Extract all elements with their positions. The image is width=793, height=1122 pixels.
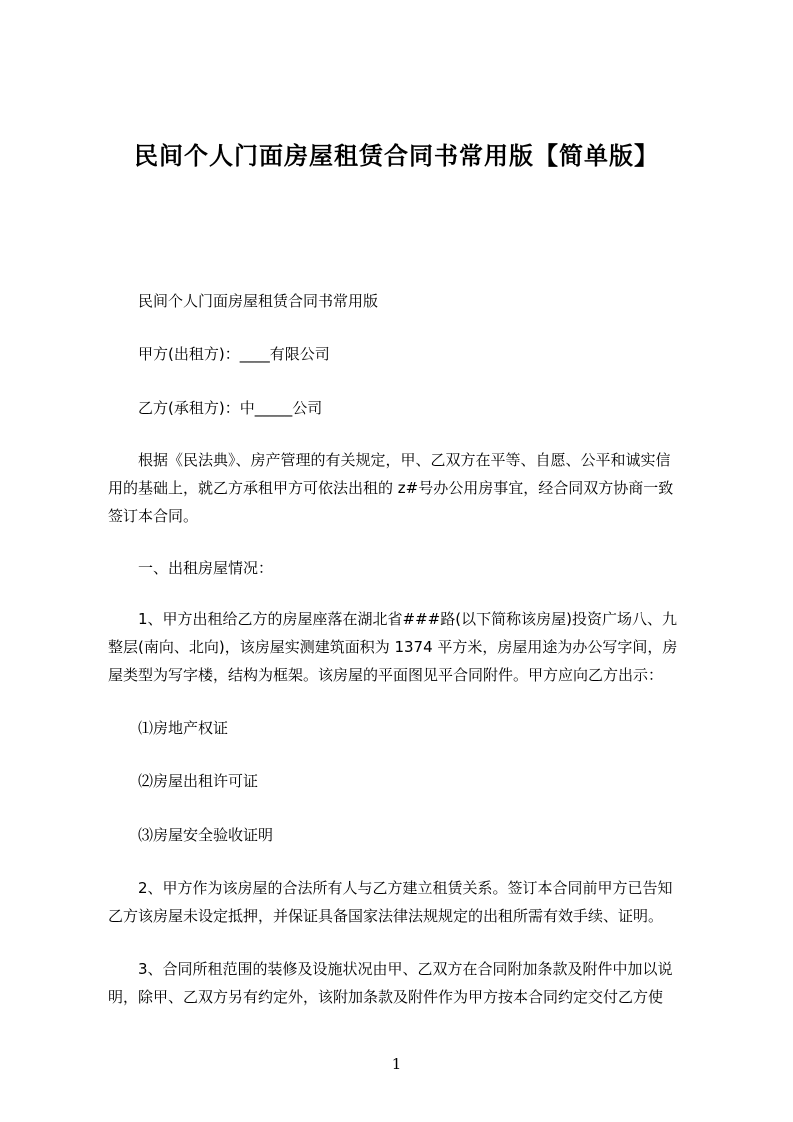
party-a-line: 甲方(出租方)：____有限公司: [138, 345, 330, 363]
party-b-line: 乙方(承租方)：中_____公司: [138, 399, 323, 417]
document-title: 民间个人门面房屋租赁合同书常用版【简单版】: [134, 142, 659, 170]
clause-line: 1、甲方出租给乙方的房屋座落在湖北省###路(以下简称该房屋)投资广场八、九: [138, 610, 677, 628]
document-heading: 民间个人门面房屋租赁合同书常用版: [138, 292, 379, 310]
list-item-rental-permit: ⑵房屋出租许可证: [138, 772, 259, 790]
clause-2-paragraph: [108, 874, 708, 930]
list-item-property-certificate: ⑴房地产权证: [138, 719, 229, 737]
list-item-safety-certificate: ⑶房屋安全验收证明: [138, 826, 274, 844]
clause-line: 3、合同所租范围的装修及设施状况由甲、乙双方在合同附加条款及附件中加以说: [138, 960, 673, 978]
section-1-title: 一、出租房屋情况：: [138, 559, 274, 577]
clause-1-paragraph: [108, 605, 708, 689]
clause-3-paragraph: [108, 955, 708, 1011]
clause-line: 屋类型为写字楼，结构为框架。该房屋的平面图见平合同附件。甲方应向乙方出示：: [108, 666, 664, 684]
clause-line: 整层(南向、北向)，该房屋实测建筑面积为 1374 平方米，房屋用途为办公写字间，房: [108, 638, 678, 656]
preamble-line: 根据《民法典》、房产管理的有关规定，甲、乙双方在平等、自愿、公平和诚实信: [138, 451, 671, 469]
page-number: 1: [391, 1055, 402, 1073]
preamble-line: 签订本合同。: [108, 507, 199, 525]
preamble-paragraph: [108, 446, 708, 530]
clause-line: 明，除甲、乙双方另有约定外，该附加条款及附件作为甲方按本合同约定交付乙方使: [108, 988, 664, 1006]
clause-line: 乙方该房屋未设定抵押，并保证具备国家法律法规规定的出租所需有效手续、证明。: [108, 907, 664, 925]
clause-line: 2、甲方作为该房屋的合法所有人与乙方建立租赁关系。签订本合同前甲方已告知: [138, 879, 673, 897]
preamble-line: 用的基础上，就乙方承租甲方可依法出租的 z#号办公用房事宜，经合同双方协商一致: [108, 479, 674, 497]
